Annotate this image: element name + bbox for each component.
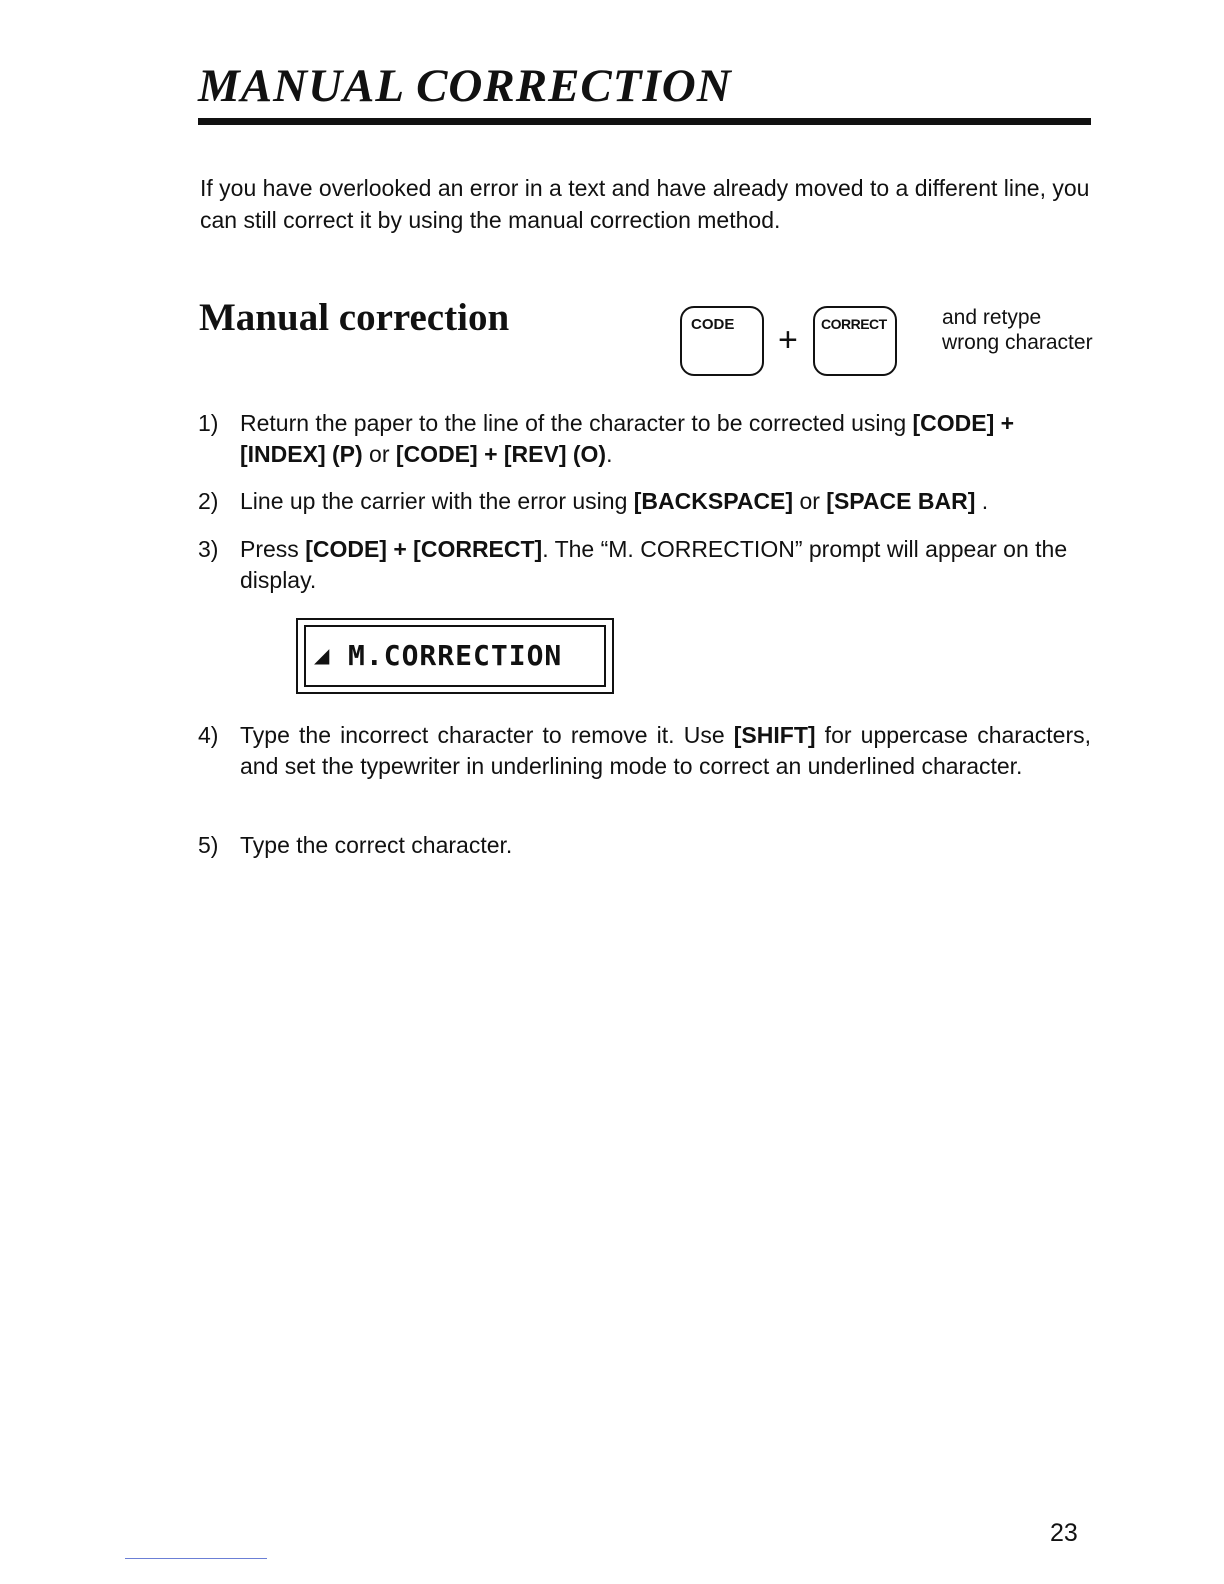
step-key-combo: [CODE] + [INDEX] (P) [240,410,1015,467]
step-text [240,534,1091,596]
step-text [240,486,1091,517]
step-text-part: Line up the carrier with the error using [240,488,634,514]
lcd-display-inner [304,625,606,687]
step-text [240,408,1091,470]
page-number: 23 [1050,1519,1078,1547]
key-note: and retype wrong character [942,306,1093,354]
step-key-combo: [BACKSPACE] [633,488,794,514]
step-text-part: . The “M. CORRECTION” prompt will appear on the display. [240,536,1068,593]
step-number: 4) [198,722,219,748]
step-text-part: Type the correct character. [240,832,513,858]
step-text-part: . [606,441,613,467]
step-key-combo: [SPACE BAR] [826,488,976,514]
scan-edge-line [125,1558,267,1559]
section-title: Manual correction [199,296,510,339]
step-text-part: Press [240,536,306,562]
correct-key-icon [813,306,897,376]
step-text-part: . [975,488,989,514]
key-plus-sign: + [778,321,798,359]
code-key-icon [680,306,764,376]
step-text-part: Return the paper to the line of the character to be corrected using [240,410,913,436]
step-text-part: Type the incorrect character to remove it. Use [240,722,734,748]
title-rule [198,118,1091,125]
step-text-part: for uppercase characters, and set the typewriter in underlining mode to correct an underlined character. [240,722,1091,779]
code-key-label: CODE [691,316,735,333]
step-text [240,720,1091,782]
step-number: 3) [198,536,219,562]
lcd-text: M.CORRECTION [348,639,563,672]
step-key-combo: [SHIFT] [733,722,816,748]
step-number: 1) [198,410,219,436]
page-title: MANUAL CORRECTION [198,60,732,112]
step-text-part: or [793,488,827,514]
step-key-combo: [CODE] + [CORRECT] [305,536,543,562]
intro-paragraph: If you have overlooked an error in a text and have already moved to a different line, you can still correct it by using the manual correction method. [200,175,1090,233]
step-number: 2) [198,488,219,514]
lcd-arrow-icon: ◢ [314,645,330,667]
step-key-combo: [CODE] + [REV] (O) [395,441,607,467]
step-number: 5) [198,832,219,858]
step-text [240,830,1091,861]
lcd-display [296,618,614,694]
correct-key-label: CORRECT [821,316,887,332]
step-text-part: or [362,441,396,467]
